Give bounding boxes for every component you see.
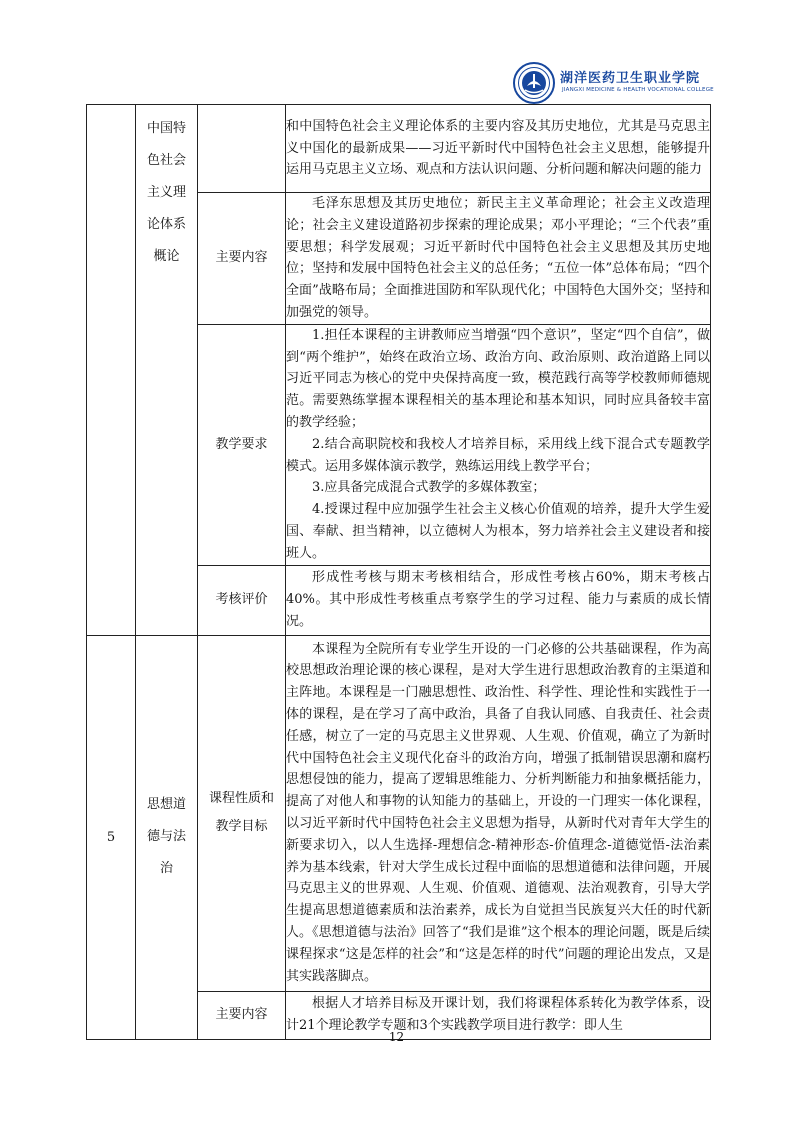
course-name-line: 治 — [159, 861, 173, 877]
course-name-line: 主义理 — [146, 185, 186, 200]
course-name-line: 德与法 — [146, 829, 186, 845]
course-name-line: 概论 — [153, 249, 180, 264]
course-name-line: 中国特 — [146, 121, 186, 136]
course-number: 5 — [87, 635, 136, 1039]
nature-label-cell — [198, 635, 286, 991]
course-table — [86, 104, 711, 1040]
content-text-cell — [286, 193, 711, 325]
course-name-cell — [136, 635, 198, 1039]
objective-label-cell — [198, 105, 286, 193]
course-name-line: 色社会 — [146, 153, 186, 168]
content-text: 毛泽东思想及其历史地位；新民主主义革命理论；社会主义改造理论；社会主义建设道路初步探索的理论成果；邓小平理论；“三个代表”重要思想；科学发展观；习近平新时代中国特色社会主义思想及其历史地位；坚持和发展中国特色社会主义的总任务；“五位一体”总体布局；“四个全面”战略布局；全面推进国防和军队现代化；中国特色大国外交；坚持和加强党的领导。 — [286, 196, 710, 320]
objective-text-cell — [286, 105, 711, 193]
nature-text: 本课程为全院所有专业学生开设的一门必修的公共基础课程，作为高校思想政治理论课的核心课程，是对大学生进行思想政治教育的主渠道和主阵地。本课程是一门融思想性、政治性、科学性、理论性和实践性于一体的课程，是在学习了高中政治，具备了自我认同感、自我责任、社会责任感，树立了一定的马克思主义世界观、人生观、价值观，确立了为新时代中国特色社会主义现代化奋斗的政治方向，增强了抵制错误思潮和腐朽思想侵蚀的能力，提高了逻辑思维能力、分析判断能力和抽象概括能力，提高了对他人和事物的认知能力的基础上，开设的一门理实一体化课程，以习近平新时代中国特色社会主义思想为指导，从新时代对青年大学生的新要求切入，以人生选择-理想信念-精神形态-价值理念-道德觉悟-法治素养为基本线索，针对大学生成长过程中面临的思想道德和法律问题，开展马克思主义的世界观、人生观、价值观、道德观、法治观教育，引导大学生提高思想道德素质和法治素养，成长为自觉担当民族复兴大任的时代新人。《思想道德与法治》回答了“我们是谁”这个根本的理论问题，既是后续课程探求“这是怎样的社会”和“这是怎样的时代”问题的理论出发点，又是其实践落脚点。 — [286, 641, 710, 984]
assessment-label: 考核评价 — [198, 565, 286, 635]
content-label: 主要内容 — [198, 193, 286, 325]
requirement-item: 2.结合高职院校和我校人才培养目标，采用线上线下混合式专题教学模式。运用多媒体演示教学，熟练运用线上教学平台； — [286, 436, 710, 474]
assessment-text-cell — [286, 565, 711, 635]
course-name-line: 论体系 — [146, 217, 186, 232]
course-name-line: 思想道 — [146, 797, 186, 813]
nature-label-line: 课程性质和 — [208, 791, 274, 807]
page-number: 12 — [388, 1030, 405, 1044]
nature-label-line: 教学目标 — [215, 819, 268, 835]
content-label: 主要内容 — [198, 991, 286, 1039]
requirement-item: 4.授课过程中应加强学生社会主义核心价值观的培养，提升大学生爱国、奉献、担当精神，以立德树人为根本，努力培养社会主义建设者和接班人。 — [286, 502, 710, 561]
nature-text-cell — [286, 635, 711, 991]
college-seal-icon — [513, 62, 555, 104]
college-name-cn: 湖洋医药卫生职业学院 — [560, 71, 701, 86]
requirement-item: 1.担任本课程的主讲教师应当增强“四个意识”，坚定“四个自信”，做到“两个维护”，始终在政治立场、政治方向、政治原则、政治道路上同以习近平同志为核心的党中央保持高度一致，模范践行高等学校教师师德规范。需要熟练掌握本课程相关的基本理论和基本知识，同时应具备较丰富的教学经验； — [286, 327, 710, 430]
requirements-label: 教学要求 — [198, 324, 286, 565]
college-logo — [513, 62, 763, 108]
content-text: 根据人才培养目标及开课计划，我们将课程体系转化为教学体系，设计21个理论教学专题和3个实践教学项目进行教学：即人生 — [286, 996, 710, 1034]
requirements-text-cell — [286, 324, 711, 565]
assessment-text: 形成性考核与期末考核相结合，形成性考核占60%，期末考核占40%。其中形成性考核重点考察学生的学习过程、能力与素质的成长情况。 — [286, 570, 710, 629]
course-number-cell — [87, 105, 136, 636]
requirement-item: 3.应具备完成混合式教学的多媒体教室； — [312, 480, 546, 496]
college-name-en: JIANGXI MEDICINE & HEALTH VOCATIONAL COLLEGE — [562, 87, 714, 93]
course-name-cell — [136, 105, 198, 636]
objective-text: 和中国特色社会主义理论体系的主要内容及其历史地位，尤其是马克思主义中国化的最新成果——习近平新时代中国特色社会主义思想，能够提升运用马克思主义立场、观点和方法认识问题、分析问题和解决问题的能力 — [286, 118, 710, 178]
